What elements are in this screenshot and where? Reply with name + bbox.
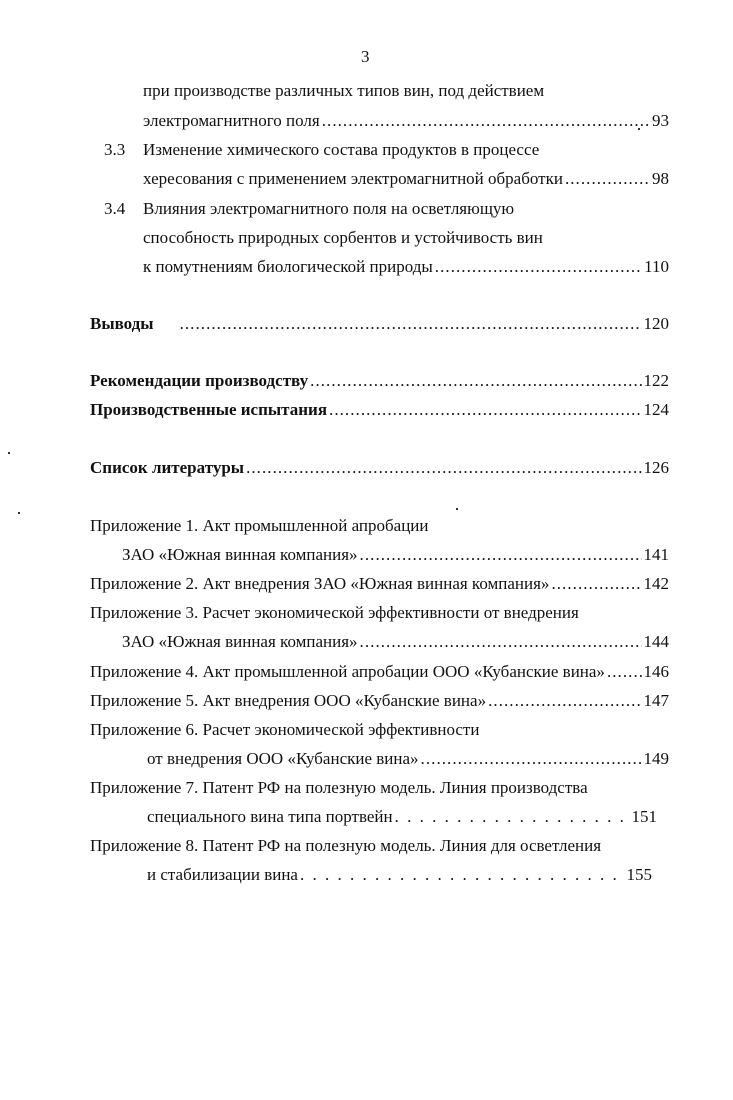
scan-speck: [18, 512, 20, 514]
toc-entry-title: специального вина типа портвейн: [147, 807, 393, 826]
appendix-6-line: Приложение 6. Расчет экономической эффективности: [90, 720, 480, 739]
toc-entry-appendix-2[interactable]: [90, 574, 669, 594]
toc-entry-appendix-6[interactable]: [147, 749, 669, 769]
toc-entry-title: Приложение 2. Акт внедрения ЗАО «Южная винная компания»: [90, 574, 550, 593]
toc-entry-title: хересования с применением электромагнитной обработки: [143, 169, 563, 188]
toc-entry-title: ЗАО «Южная винная компания»: [122, 632, 358, 651]
toc-entry-title: Приложение 4. Акт промышленной апробации ООО «Кубанские вина»: [90, 662, 605, 681]
toc-page-number: 151: [631, 807, 657, 826]
scan-speck: [456, 508, 458, 510]
toc-entry-line: Влияния электромагнитного поля на осветляющую: [143, 199, 515, 218]
toc-page-number: 144: [643, 632, 669, 651]
toc-page-number: 142: [643, 574, 669, 593]
toc-entry-appendix-8[interactable]: [147, 865, 652, 885]
toc-entry-title: к помутнениям биологической природы: [143, 257, 433, 276]
toc-page-number: 155: [626, 865, 652, 884]
toc-entry-title: Рекомендации производству: [90, 371, 309, 390]
toc-entry-line: Изменение химического состава продуктов в процессе: [143, 140, 540, 159]
toc-entry-3-3[interactable]: [143, 169, 669, 189]
toc-entry-3-4[interactable]: [143, 257, 669, 277]
toc-page-number: 98: [652, 169, 669, 188]
dot-leader: [421, 749, 642, 769]
toc-entry-title: ЗАО «Южная винная компания»: [122, 545, 358, 564]
dot-leader: [322, 111, 650, 131]
scan-speck: [8, 452, 10, 454]
section-number: 3.4: [104, 199, 126, 218]
scan-speck: [638, 128, 640, 130]
toc-page-number: 120: [643, 314, 669, 333]
dot-leader: [488, 691, 641, 711]
toc-entry-title: Приложение 5. Акт внедрения ООО «Кубанские вина»: [90, 691, 487, 710]
dot-leader: [360, 632, 642, 652]
dot-leader: [435, 257, 642, 277]
toc-entry-conclusions[interactable]: [90, 314, 669, 334]
toc-page-number: 149: [643, 749, 669, 768]
toc-page-number: 93: [652, 111, 669, 130]
toc-page-number: 126: [643, 458, 669, 477]
dot-leader: [300, 865, 625, 885]
dot-leader: [395, 807, 630, 827]
toc-entry-line: способность природных сорбентов и устойчивость вин: [143, 228, 543, 247]
toc-entry-title: и стабилизации вина: [147, 865, 298, 884]
toc-entry-continuation[interactable]: [143, 111, 669, 131]
toc-entry-appendix-3[interactable]: [122, 632, 669, 652]
appendix-7-line: Приложение 7. Патент РФ на полезную модель. Линия производства: [90, 778, 588, 797]
toc-page-number: 122: [643, 371, 669, 390]
dot-leader: [607, 662, 642, 682]
page-number: 3: [361, 47, 370, 66]
dot-leader: [360, 545, 642, 565]
toc-entry-trials[interactable]: [90, 400, 669, 420]
toc-entry-appendix-5[interactable]: [90, 691, 669, 711]
toc-entry-appendix-4[interactable]: [90, 662, 669, 682]
toc-entry-title: Выводы: [90, 314, 154, 333]
toc-page-number: 124: [643, 400, 669, 419]
dot-leader: [551, 574, 641, 594]
toc-page-number: 147: [643, 691, 669, 710]
dot-leader: [180, 314, 642, 334]
toc-continuation-line: при производстве различных типов вин, под действием: [143, 81, 545, 100]
toc-page-number: 141: [643, 545, 669, 564]
toc-entry-appendix-7[interactable]: [147, 807, 657, 827]
toc-page-number: 146: [643, 662, 669, 681]
toc-entry-recommendations[interactable]: [90, 371, 669, 391]
appendix-3-line: Приложение 3. Расчет экономической эффективности от внедрения: [90, 603, 579, 622]
appendix-8-line: Приложение 8. Патент РФ на полезную модель. Линия для осветления: [90, 836, 602, 855]
toc-entry-appendix-1[interactable]: [122, 545, 669, 565]
dot-leader: [246, 458, 641, 478]
dot-leader: [329, 400, 641, 420]
toc-entry-title: электромагнитного поля: [143, 111, 320, 130]
toc-entry-title: Список литературы: [90, 458, 245, 477]
appendix-1-line: Приложение 1. Акт промышленной апробации: [90, 516, 429, 535]
toc-entry-title: Производственные испытания: [90, 400, 328, 419]
section-number: 3.3: [104, 140, 126, 159]
toc-entry-references[interactable]: [90, 458, 669, 478]
dot-leader: [310, 371, 641, 391]
toc-entry-title: от внедрения ООО «Кубанские вина»: [147, 749, 419, 768]
dot-leader: [565, 169, 650, 189]
toc-page-number: 110: [644, 257, 669, 276]
